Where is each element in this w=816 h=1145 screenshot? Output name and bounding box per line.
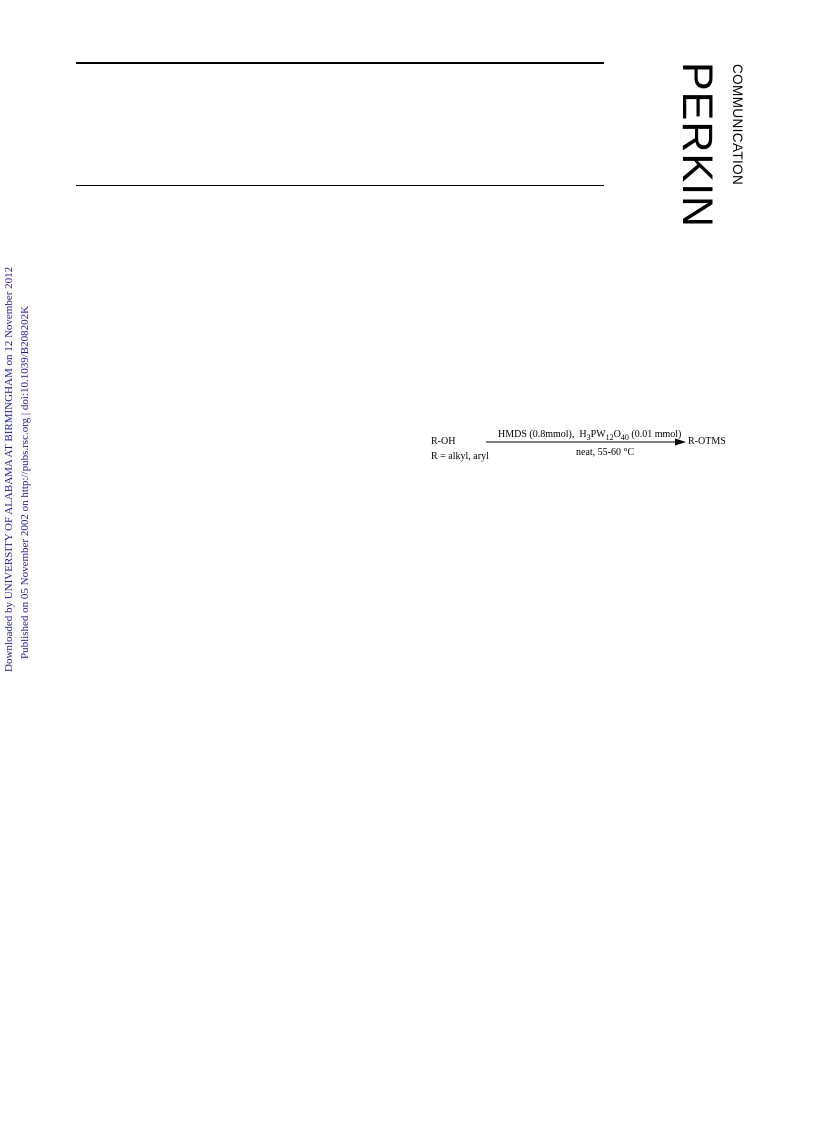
catalyst-o: O [613, 429, 621, 440]
journal-name: PERKIN [673, 62, 721, 229]
catalyst-pw: PW [590, 429, 606, 440]
header-rule-top [76, 62, 604, 64]
publication-watermark: Published on 05 November 2002 on http://pubs.rsc.org | doi:10.1039/B208202K [19, 305, 31, 659]
reaction-conditions: neat, 55-60 °C [576, 447, 635, 458]
reagent-text: HMDS (0.8mmol), [498, 429, 575, 440]
catalyst-o-subscript: 40 [620, 433, 629, 442]
catalyst-amount: (0.01 mmol) [631, 429, 682, 440]
reaction-arrow-icon [486, 437, 686, 447]
catalyst-pw-subscript: 12 [605, 433, 614, 442]
catalyst-h-subscript: 3 [586, 433, 591, 442]
product-label: R-OTMS [688, 436, 726, 447]
reactant-label: R-OH [431, 436, 456, 447]
download-watermark: Downloaded by UNIVERSITY OF ALABAMA AT BIRMINGHAM on 12 November 2012 [3, 266, 15, 672]
catalyst-h: H [579, 429, 587, 440]
article-type: COMMUNICATION [730, 64, 745, 186]
header-rule-bottom [76, 185, 604, 186]
reactant-note: R = alkyl, aryl [431, 451, 489, 462]
